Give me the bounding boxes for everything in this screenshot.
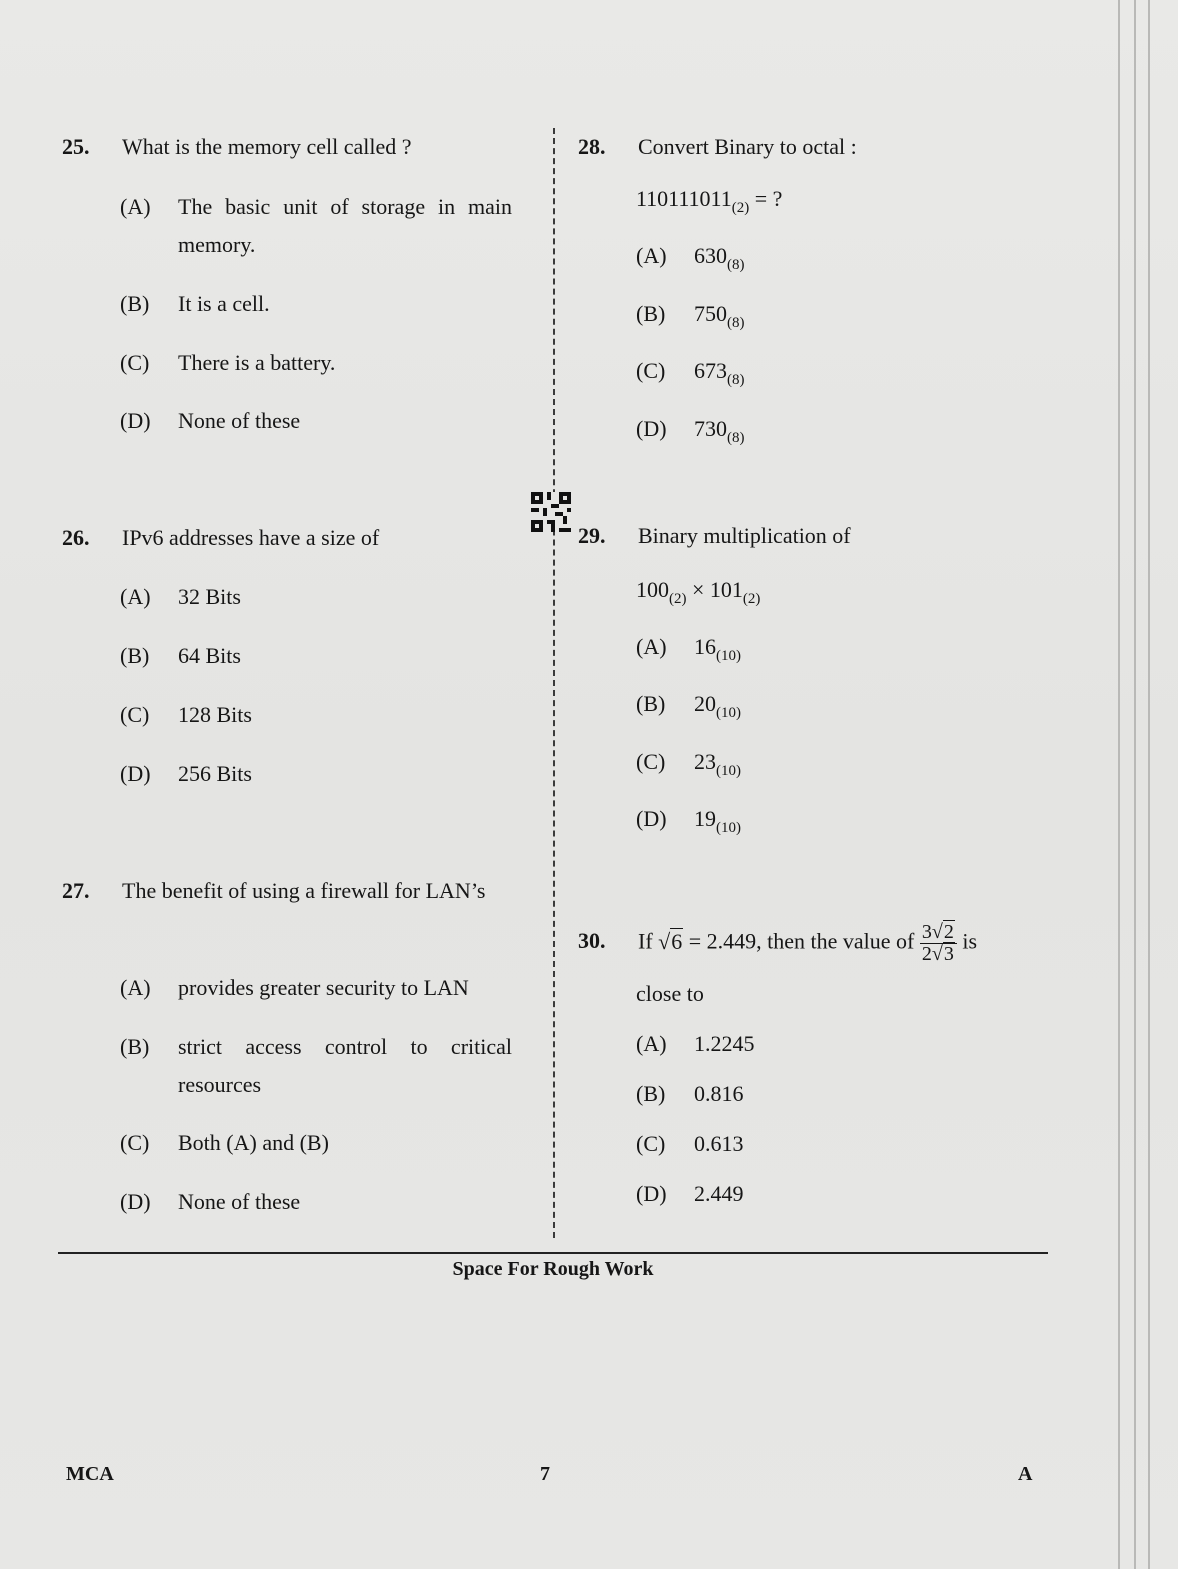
page-edge: [1148, 0, 1150, 1569]
option-label: (C): [636, 358, 666, 383]
option-text: 0.816: [694, 1081, 744, 1106]
fraction-denominator: 2√3: [921, 943, 954, 965]
option-label: (C): [636, 749, 666, 774]
option-text: 256 Bits: [178, 761, 252, 786]
column-divider: [553, 128, 555, 1238]
option-text: 1.2245: [694, 1031, 755, 1056]
option-value: 750: [694, 301, 727, 326]
option-text: None of these: [178, 408, 301, 433]
option-c[interactable]: [636, 352, 745, 399]
option-label: (A): [120, 194, 151, 219]
option-c[interactable]: [120, 1124, 329, 1162]
numerator-coefficient: 3: [921, 921, 932, 943]
question-number: 27.: [62, 878, 90, 903]
option-text: 64 Bits: [178, 643, 241, 668]
option-label: (C): [636, 1131, 666, 1156]
option-text: 32 Bits: [178, 584, 241, 609]
square-root: √6: [658, 928, 683, 954]
rough-work-label: Space For Rough Work: [452, 1258, 654, 1280]
text-end: is: [956, 928, 978, 954]
question-number: 25.: [62, 134, 90, 159]
option-text: The basic unit of storage in main memory.: [178, 194, 512, 257]
expression: [636, 180, 782, 227]
qr-code-icon: [531, 492, 571, 532]
option-label: (A): [636, 1031, 667, 1056]
page-number: 7: [540, 1463, 550, 1485]
fraction: [920, 922, 957, 965]
base-subscript: (2): [742, 591, 761, 607]
base-subscript: (8): [727, 257, 745, 273]
numerator-radicand: 2: [943, 921, 954, 943]
base-subscript: (10): [716, 648, 741, 664]
option-a[interactable]: [120, 188, 512, 264]
option-text: It is a cell.: [178, 291, 270, 316]
question-number: 28.: [578, 134, 606, 159]
option-b[interactable]: [120, 1028, 512, 1104]
option-label: (B): [120, 291, 150, 316]
question-number: 26.: [62, 525, 90, 550]
option-label: (D): [120, 1189, 151, 1214]
question-text: [638, 922, 977, 965]
base-subscript: (10): [716, 763, 741, 779]
option-c[interactable]: [636, 1125, 744, 1163]
option-d[interactable]: [120, 402, 300, 440]
option-label: (B): [636, 691, 666, 716]
option-label: (B): [636, 301, 666, 326]
option-a[interactable]: [636, 628, 741, 675]
option-text: strict access control to critical resources: [178, 1034, 512, 1097]
operand-a: 100: [636, 577, 669, 602]
denominator-radicand: 3: [943, 943, 954, 965]
operand-b: 101: [709, 577, 743, 602]
page-edge: [1134, 0, 1136, 1569]
option-value: 19: [694, 806, 716, 831]
question-text-line2: close to: [636, 981, 704, 1006]
option-label: (A): [120, 975, 151, 1000]
option-label: (B): [120, 1034, 150, 1059]
question-text: Convert Binary to octal :: [638, 134, 857, 159]
option-text: There is a battery.: [178, 350, 336, 375]
option-value: 16: [694, 634, 716, 659]
option-b[interactable]: [120, 637, 241, 675]
option-a[interactable]: [636, 1025, 755, 1063]
expression-suffix: = ?: [749, 186, 783, 211]
option-value: 20: [694, 691, 716, 716]
option-c[interactable]: [636, 743, 741, 790]
option-a[interactable]: [120, 969, 469, 1007]
fraction-numerator: 3√2: [920, 922, 957, 944]
option-label: (D): [636, 416, 667, 441]
question-number: 29.: [578, 523, 606, 548]
option-value: 730: [694, 416, 727, 441]
denominator-coefficient: 2: [921, 943, 932, 965]
option-c[interactable]: [120, 344, 335, 382]
option-c[interactable]: [120, 696, 252, 734]
question-text: IPv6 addresses have a size of: [122, 525, 380, 550]
question-text: What is the memory cell called ?: [122, 134, 412, 159]
option-a[interactable]: [636, 237, 745, 284]
option-text: provides greater security to LAN: [178, 975, 469, 1000]
option-d[interactable]: [636, 410, 745, 457]
expression: [636, 571, 760, 618]
option-text: 2.449: [694, 1181, 744, 1206]
base-subscript: (10): [716, 705, 741, 721]
option-label: (D): [636, 806, 667, 831]
option-a[interactable]: [120, 578, 241, 616]
text-mid: = 2.449, then the value of: [683, 928, 920, 954]
option-label: (A): [120, 584, 151, 609]
text-if: If: [638, 928, 659, 954]
radicand: 6: [671, 928, 683, 954]
footer-subject: MCA: [66, 1463, 114, 1485]
page-edge: [1118, 0, 1120, 1569]
base-subscript: (2): [731, 200, 750, 216]
footer-series: A: [1018, 1463, 1033, 1485]
base-subscript: (2): [669, 591, 687, 607]
horizontal-rule: [58, 1252, 1048, 1254]
option-text: 128 Bits: [178, 702, 252, 727]
option-value: 630: [694, 243, 727, 268]
option-value: 23: [694, 749, 716, 774]
base-subscript: (10): [716, 820, 741, 836]
option-label: (C): [120, 702, 150, 727]
question-text: The benefit of using a firewall for LAN’s: [122, 878, 486, 903]
option-d[interactable]: [120, 755, 252, 793]
option-d[interactable]: [120, 1183, 300, 1221]
option-text: None of these: [178, 1189, 301, 1214]
question-text: Binary multiplication of: [638, 523, 851, 548]
base-subscript: (8): [727, 372, 745, 388]
option-text: 0.613: [694, 1131, 744, 1156]
option-b[interactable]: [636, 295, 745, 342]
option-text: Both (A) and (B): [178, 1130, 329, 1155]
option-label: (D): [120, 761, 151, 786]
option-label: (A): [636, 243, 667, 268]
option-d[interactable]: [636, 800, 741, 847]
option-b[interactable]: [636, 685, 741, 732]
option-label: (D): [636, 1181, 667, 1206]
option-b[interactable]: [636, 1075, 744, 1113]
option-label: (C): [120, 350, 150, 375]
option-label: (A): [636, 634, 667, 659]
question-number: 30.: [578, 928, 606, 953]
option-label: (C): [120, 1130, 150, 1155]
option-d[interactable]: [636, 1175, 744, 1213]
base-subscript: (8): [727, 430, 745, 446]
option-label: (D): [120, 408, 151, 433]
option-label: (B): [120, 643, 150, 668]
option-label: (B): [636, 1081, 666, 1106]
base-subscript: (8): [727, 315, 745, 331]
operator: ×: [686, 577, 710, 602]
binary-value: 110111011: [636, 186, 732, 211]
option-b[interactable]: [120, 285, 270, 323]
option-value: 673: [694, 358, 727, 383]
